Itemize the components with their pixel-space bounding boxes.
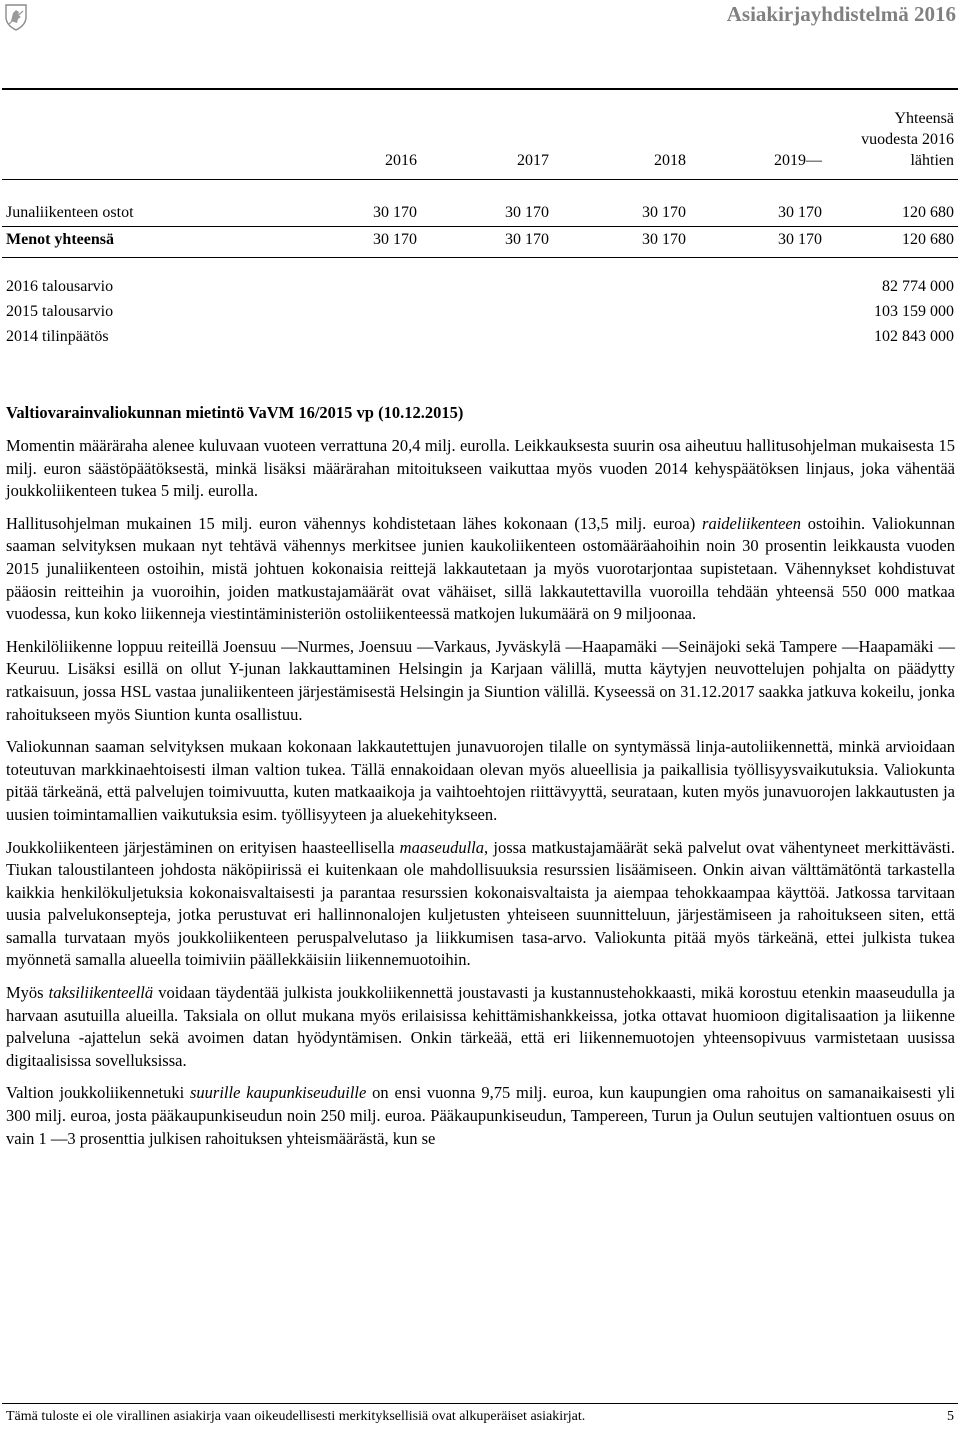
column-header-2018: 2018 (654, 152, 686, 169)
paragraph: Joukkoliikenteen järjestäminen on erityisen haasteellisella maaseudulla, jossa matkustajamäärät sekä palvelut ovat vähentyneet merkittävästi. Tiukan taloustilanteen johdosta näköpiirissä ei kuitenkaan ole mahdollisuuksia resurssien lisäämiseen. Onkin aivan välttämätöntä tarkastella kaikkia henkilökuljetuksia kokonaisvaltaisesti ja parantaa resurssien kokonaisvaltaista ja aiempaa tehokkaampaa käyttöä. Jatkossa tarvitaan uusia palvelukonsepteja, jotka perustuvat eri hallinnonalojen kuljetusten yhteiseen suunnitteluun, järjestämiseen ja rahoitukseen siten, että samalla turvataan myös joukkoliikenteen peruspalvelutaso ja liikkumisen tasa-arvo. Valiokunta pitää myös tärkeänä, ettei julkista tukea myönnetä samalla alueella toimiviin päällekkäisiin liikennemuotoihin. (6, 837, 956, 970)
page-number: 5 (947, 1409, 954, 1424)
table-row-total: Menot yhteensä 30 170 30 170 30 170 30 170 120 680 (6, 231, 954, 248)
paragraph: Hallitusohjelman mukainen 15 milj. euron vähennys kohdistetaan lähes kokonaan (13,5 milj. euroa) raideliikenteen ostoihin. Valiokunnan saaman selvityksen mukaan nyt tehtävä vähennys merkitsee junien kaukoliikenteen ostomääräahoihin noin 30 prosentin leikkausta vuoden 2015 junaliikenteen ostoihin, mistä johtuen kokonaisia reittejä lakkautetaan ja myös vuorotarjontaa supistetaan. Vähennykset kohdistuvat pääosin reitteihin ja vuoroihin, joiden matkustajamäärät ovat vähäiset, sillä lakkautettavilla vuoroilla tehdään yhteensä 550 000 matkaa vuodessa, kun koko liikenneja viestintäministeriön ostoliikenteessä matkojen lukumäärä on 9 miljoonaa. (6, 513, 955, 624)
column-header-total: Yhteensä vuodesta 2016 lähtien (861, 110, 954, 169)
lion-crest-icon (4, 3, 28, 31)
table-row-divider (2, 226, 958, 227)
table-divider (2, 257, 958, 258)
paragraph: Henkilöliikenne loppuu reiteillä Joensuu —Nurmes, Joensuu —Varkaus, Jyväskylä —Haapamäki —Seinäjoki sekä Tampere —Haapamäki —Keuruu. Lisäksi esillä on ollut Y-junan lakkauttaminen Helsingin ja Karjaan välillä, mutta käytyjen neuvottelujen pohjalta on päädytty ratkaisuun, jossa HSL vastaa junaliikenteen järjestämisestä Helsingin ja Siuntion välillä. Kyseessä on 31.12.2017 saakka jatkuva kokeilu, jonka rahoitukseen myös Siuntion kunta osallistuu. (6, 636, 955, 724)
budget-row: 2014 tilinpäätös 102 843 000 (6, 328, 954, 345)
table-header-divider (2, 179, 958, 180)
budget-row: 2015 talousarvio 103 159 000 (6, 303, 954, 320)
paragraph: Valtion joukkoliikennetuki suurille kaupunkiseuduille on ensi vuonna 9,75 milj. euroa, kun kaupungien oma rahoitus on samanaikaisesti yli 300 milj. euroa, josta pääkaupunkiseudun noin 250 milj. euroa. Pääkaupunkiseudun, Tampereen, Turun ja Oulun seutujen valtiontuen osuus on vain 1 —3 prosenttia julkisen rahoituksen yhteismäärästä, kun se (6, 1083, 955, 1148)
section-heading: Valtiovarainvaliokunnan mietintö VaVM 16/2015 vp (10.12.2015) (6, 403, 464, 422)
section-body (6, 435, 955, 1160)
table-column-headers (0, 108, 960, 172)
header-divider (2, 88, 958, 90)
footer-disclaimer: Tämä tuloste ei ole virallinen asiakirja vaan oikeudellisesti merkityksellisiä ovat alkuperäiset asiakirjat. (6, 1409, 586, 1424)
paragraph: Momentin määräraha alenee kuluvaan vuoteen verrattuna 20,4 milj. eurolla. Leikkauksesta suurin osa aiheutuu hallitusohjelman mukaisesta 15 milj. euron säästöpäätöksestä, minkä lisäksi määrärahan mitoitukseen vaikuttaa myös vuoden 2014 kehyspäätöksen linjaus, joka vähentää joukkoliikenteen tukea 5 milj. eurolla. (6, 436, 955, 501)
budget-row: 2016 talousarvio 82 774 000 (6, 278, 954, 295)
column-header-2019: 2019— (774, 152, 822, 169)
paragraph: Myös taksiliikenteellä voidaan täydentää julkista joukkoliikennettä joustavasti ja kustannustehokkaasti, mikä korostuu etenkin maaseudulla ja harvaan asutuilla alueilla. Taksiala on ollut mukana myös erilaisissa kehittämishankkeissa, jotka ottavat huomioon digitalisaation ja liikenne palveluna -ajattelun sekä avoimen datan hyödyntämisen. Onkin tärkeää, että eri liikennemuotojen yhteensopivuus varmistetaan uusissa digitaalisissa sovelluksissa. (6, 983, 956, 1070)
page-header (0, 0, 960, 90)
column-header-2017: 2017 (517, 152, 549, 169)
column-header-2016: 2016 (385, 152, 417, 169)
document-title: Asiakirjayhdistelmä 2016 (726, 2, 956, 26)
table-row: Junaliikenteen ostot 30 170 30 170 30 170 30 170 120 680 (6, 204, 954, 221)
paragraph: Valiokunnan saaman selvityksen mukaan kokonaan lakkautettujen junavuorojen tilalle on syntymässä linja-autoliikennettä, minkä arvioidaan toteutuvan markkinaehtoisesti ilman valtion tukea. Tällä ennakoidaan olevan myös alueellisia ja paikallisia työllisyysvaikutuksia. Valiokunta pitää tärkeänä, että palvelujen toimivuutta, kuten matkaaikoja ja vaihtoehtojen riittävyyttä, seurataan, kuten myös junavuorojen lakkautusten ja uusien toimintamallien vaikutuksia esim. työllisyyteen ja aluekehitykseen. (6, 737, 955, 824)
footer-divider (2, 1403, 958, 1404)
